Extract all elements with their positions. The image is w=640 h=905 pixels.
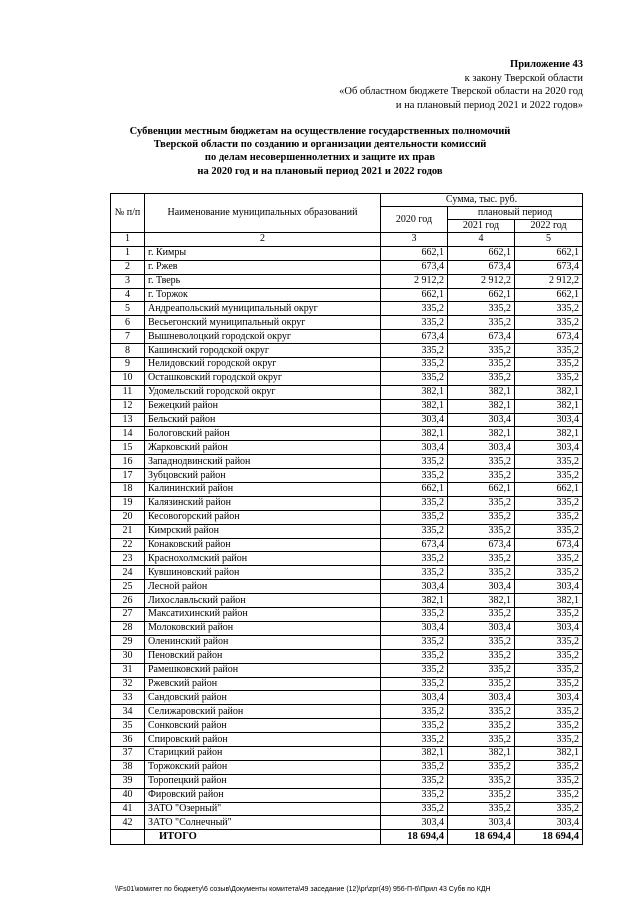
amount-2021: 335,2 <box>448 302 515 316</box>
amount-2021: 335,2 <box>448 733 515 747</box>
table-row <box>111 788 583 802</box>
amount-2020: 335,2 <box>381 371 448 385</box>
amount-2020: 673,4 <box>381 538 448 552</box>
municipality-name: Осташковский городской округ <box>145 371 381 385</box>
row-number: 35 <box>111 719 145 733</box>
table-row <box>111 649 583 663</box>
amount-2020: 382,1 <box>381 746 448 760</box>
amount-2022: 335,2 <box>515 524 583 538</box>
municipality-name: г. Кимры <box>145 246 381 260</box>
municipality-name: г. Торжок <box>145 288 381 302</box>
amount-2022: 335,2 <box>515 358 583 372</box>
row-number: 15 <box>111 441 145 455</box>
row-number: 8 <box>111 344 145 358</box>
total-2022: 18 694,4 <box>515 830 583 845</box>
document-title <box>100 125 540 178</box>
table-row <box>111 330 583 344</box>
municipality-name: Краснохолмский район <box>145 552 381 566</box>
table-row <box>111 677 583 691</box>
row-number: 27 <box>111 608 145 622</box>
table-row <box>111 288 583 302</box>
municipality-name: Андреапольский муниципальный округ <box>145 302 381 316</box>
table-row <box>111 774 583 788</box>
header-number: № п/п <box>111 194 145 233</box>
municipality-name: Кувшиновский район <box>145 566 381 580</box>
table-row <box>111 552 583 566</box>
amount-2022: 335,2 <box>515 802 583 816</box>
amount-2020: 335,2 <box>381 552 448 566</box>
municipality-name: Кимрский район <box>145 524 381 538</box>
municipality-name: Лихославльский район <box>145 594 381 608</box>
row-number: 16 <box>111 455 145 469</box>
amount-2022: 335,2 <box>515 677 583 691</box>
row-number: 1 <box>111 246 145 260</box>
amount-2021: 335,2 <box>448 608 515 622</box>
total-2020: 18 694,4 <box>381 830 448 845</box>
municipality-name: Зубцовский район <box>145 469 381 483</box>
table-row <box>111 399 583 413</box>
amount-2022: 335,2 <box>515 566 583 580</box>
index-cell: 3 <box>381 233 448 247</box>
table-body <box>111 194 583 845</box>
amount-2021: 335,2 <box>448 358 515 372</box>
row-number: 21 <box>111 524 145 538</box>
municipality-name: Калининский район <box>145 483 381 497</box>
municipality-name: Бельский район <box>145 413 381 427</box>
appendix-line: «Об областном бюджете Тверской области на 2020 год <box>339 86 583 97</box>
amount-2021: 382,1 <box>448 746 515 760</box>
row-number: 30 <box>111 649 145 663</box>
amount-2022: 662,1 <box>515 288 583 302</box>
amount-2022: 2 912,2 <box>515 274 583 288</box>
amount-2021: 662,1 <box>448 483 515 497</box>
municipality-name: ЗАТО "Озерный" <box>145 802 381 816</box>
row-number: 32 <box>111 677 145 691</box>
amount-2022: 662,1 <box>515 246 583 260</box>
municipality-name: Оленинский район <box>145 635 381 649</box>
amount-2020: 335,2 <box>381 649 448 663</box>
amount-2021: 382,1 <box>448 594 515 608</box>
amount-2021: 335,2 <box>448 677 515 691</box>
header-2020: 2020 год <box>381 207 448 233</box>
header-name: Наименование муниципальных образований <box>145 194 381 233</box>
amount-2021: 303,4 <box>448 621 515 635</box>
amount-2020: 303,4 <box>381 691 448 705</box>
row-number: 12 <box>111 399 145 413</box>
municipality-name: Селижаровский район <box>145 705 381 719</box>
table-row <box>111 427 583 441</box>
amount-2021: 382,1 <box>448 427 515 441</box>
amount-2020: 335,2 <box>381 705 448 719</box>
municipality-name: Весьегонский муниципальный округ <box>145 316 381 330</box>
municipality-name: Кесовогорский район <box>145 510 381 524</box>
amount-2020: 662,1 <box>381 246 448 260</box>
amount-2022: 335,2 <box>515 635 583 649</box>
amount-2021: 335,2 <box>448 635 515 649</box>
table-row <box>111 746 583 760</box>
amount-2020: 335,2 <box>381 566 448 580</box>
amount-2020: 335,2 <box>381 663 448 677</box>
amount-2021: 335,2 <box>448 788 515 802</box>
amount-2022: 335,2 <box>515 469 583 483</box>
row-number: 2 <box>111 260 145 274</box>
row-number: 4 <box>111 288 145 302</box>
municipality-name: Спировский район <box>145 733 381 747</box>
row-number: 34 <box>111 705 145 719</box>
row-number: 11 <box>111 385 145 399</box>
table-row <box>111 524 583 538</box>
amount-2022: 335,2 <box>515 733 583 747</box>
header-2021: 2021 год <box>448 220 515 233</box>
amount-2021: 303,4 <box>448 441 515 455</box>
municipality-name: Западнодвинский район <box>145 455 381 469</box>
municipality-name: г. Тверь <box>145 274 381 288</box>
amount-2022: 303,4 <box>515 816 583 830</box>
amount-2021: 673,4 <box>448 330 515 344</box>
table-row <box>111 302 583 316</box>
amount-2020: 335,2 <box>381 802 448 816</box>
amount-2021: 335,2 <box>448 524 515 538</box>
amount-2020: 303,4 <box>381 441 448 455</box>
amount-2020: 335,2 <box>381 510 448 524</box>
row-number: 41 <box>111 802 145 816</box>
amount-2021: 335,2 <box>448 455 515 469</box>
amount-2020: 382,1 <box>381 594 448 608</box>
amount-2021: 673,4 <box>448 538 515 552</box>
amount-2020: 382,1 <box>381 399 448 413</box>
amount-2022: 303,4 <box>515 413 583 427</box>
table-row <box>111 441 583 455</box>
municipality-name: ЗАТО "Солнечный" <box>145 816 381 830</box>
amount-2020: 335,2 <box>381 316 448 330</box>
row-number: 31 <box>111 663 145 677</box>
row-number: 39 <box>111 774 145 788</box>
row-number: 17 <box>111 469 145 483</box>
row-number: 42 <box>111 816 145 830</box>
table-row <box>111 635 583 649</box>
appendix-title: Приложение 43 <box>510 59 583 70</box>
municipality-name: Бежецкий район <box>145 399 381 413</box>
amount-2022: 303,4 <box>515 691 583 705</box>
row-number: 6 <box>111 316 145 330</box>
amount-2020: 335,2 <box>381 302 448 316</box>
total-row <box>111 830 583 845</box>
table-row <box>111 260 583 274</box>
row-number: 10 <box>111 371 145 385</box>
amount-2020: 2 912,2 <box>381 274 448 288</box>
row-number: 36 <box>111 733 145 747</box>
municipality-name: Конаковский район <box>145 538 381 552</box>
header-sum: Сумма, тыс. руб. <box>381 194 583 207</box>
amount-2021: 335,2 <box>448 663 515 677</box>
amount-2020: 335,2 <box>381 788 448 802</box>
amount-2022: 335,2 <box>515 760 583 774</box>
amount-2021: 335,2 <box>448 802 515 816</box>
table-row <box>111 483 583 497</box>
amount-2022: 382,1 <box>515 385 583 399</box>
amount-2022: 673,4 <box>515 330 583 344</box>
row-number: 5 <box>111 302 145 316</box>
amount-2020: 335,2 <box>381 608 448 622</box>
amount-2022: 335,2 <box>515 705 583 719</box>
row-number: 20 <box>111 510 145 524</box>
amount-2021: 335,2 <box>448 760 515 774</box>
amount-2021: 335,2 <box>448 649 515 663</box>
amount-2020: 662,1 <box>381 483 448 497</box>
amount-2022: 382,1 <box>515 399 583 413</box>
amount-2022: 382,1 <box>515 594 583 608</box>
row-number: 28 <box>111 621 145 635</box>
row-number: 13 <box>111 413 145 427</box>
total-label: ИТОГО <box>145 830 381 845</box>
table-row <box>111 371 583 385</box>
row-number: 25 <box>111 580 145 594</box>
table-row <box>111 469 583 483</box>
municipality-name: Рамешковский район <box>145 663 381 677</box>
amount-2022: 335,2 <box>515 496 583 510</box>
municipality-name: Жарковский район <box>145 441 381 455</box>
amount-2022: 335,2 <box>515 316 583 330</box>
row-number: 26 <box>111 594 145 608</box>
title-line: Тверской области по созданию и организации деятельности комиссий <box>153 139 487 151</box>
amount-2020: 335,2 <box>381 774 448 788</box>
amount-2021: 662,1 <box>448 246 515 260</box>
amount-2020: 303,4 <box>381 580 448 594</box>
municipality-name: Сандовский район <box>145 691 381 705</box>
table-row <box>111 413 583 427</box>
title-line: на 2020 год и на плановый период 2021 и 2022 годов <box>197 165 443 177</box>
amount-2021: 335,2 <box>448 510 515 524</box>
total-empty-cell <box>111 830 145 845</box>
municipality-name: Ржевский район <box>145 677 381 691</box>
index-row <box>111 233 583 247</box>
amount-2020: 335,2 <box>381 344 448 358</box>
table-row <box>111 566 583 580</box>
amount-2020: 303,4 <box>381 621 448 635</box>
amount-2020: 382,1 <box>381 427 448 441</box>
amount-2021: 335,2 <box>448 566 515 580</box>
table-row <box>111 705 583 719</box>
appendix-line: и на плановый период 2021 и 2022 годов» <box>395 99 583 111</box>
municipality-name: Торжокский район <box>145 760 381 774</box>
file-path-footer: \\Fs01\комитет по бюджету\6 созыв\Документы комитета\49 заседание (12)\pr\zpr(49) 956-П-6\Прил 43 Субв по КДН <box>115 886 491 893</box>
amount-2022: 335,2 <box>515 774 583 788</box>
amount-2022: 303,4 <box>515 621 583 635</box>
table-row <box>111 316 583 330</box>
amount-2021: 335,2 <box>448 774 515 788</box>
amount-2021: 382,1 <box>448 399 515 413</box>
table-row <box>111 733 583 747</box>
amount-2022: 335,2 <box>515 788 583 802</box>
municipality-name: Молоковский район <box>145 621 381 635</box>
amount-2021: 662,1 <box>448 288 515 302</box>
table-row <box>111 510 583 524</box>
amount-2021: 303,4 <box>448 816 515 830</box>
table-row <box>111 358 583 372</box>
row-number: 9 <box>111 358 145 372</box>
amount-2022: 335,2 <box>515 371 583 385</box>
total-2021: 18 694,4 <box>448 830 515 845</box>
amount-2022: 382,1 <box>515 746 583 760</box>
subventions-table <box>110 193 583 845</box>
amount-2020: 335,2 <box>381 719 448 733</box>
table-row <box>111 246 583 260</box>
row-number: 18 <box>111 483 145 497</box>
amount-2022: 335,2 <box>515 663 583 677</box>
index-cell: 1 <box>111 233 145 247</box>
amount-2022: 335,2 <box>515 510 583 524</box>
amount-2021: 382,1 <box>448 385 515 399</box>
amount-2022: 303,4 <box>515 441 583 455</box>
amount-2022: 335,2 <box>515 552 583 566</box>
amount-2022: 335,2 <box>515 302 583 316</box>
amount-2022: 662,1 <box>515 483 583 497</box>
table-row <box>111 385 583 399</box>
index-cell: 4 <box>448 233 515 247</box>
table-row <box>111 719 583 733</box>
amount-2021: 673,4 <box>448 260 515 274</box>
municipality-name: Бологовский район <box>145 427 381 441</box>
amount-2020: 662,1 <box>381 288 448 302</box>
amount-2021: 303,4 <box>448 691 515 705</box>
amount-2021: 335,2 <box>448 719 515 733</box>
amount-2022: 335,2 <box>515 719 583 733</box>
amount-2020: 335,2 <box>381 635 448 649</box>
municipality-name: Кашинский городской округ <box>145 344 381 358</box>
amount-2020: 335,2 <box>381 760 448 774</box>
amount-2021: 303,4 <box>448 413 515 427</box>
table-row <box>111 760 583 774</box>
title-line: Субвенции местным бюджетам на осуществление государственных полномочий <box>129 126 511 137</box>
amount-2021: 335,2 <box>448 469 515 483</box>
header-row <box>111 194 583 207</box>
amount-2020: 335,2 <box>381 358 448 372</box>
amount-2020: 303,4 <box>381 413 448 427</box>
amount-2020: 303,4 <box>381 816 448 830</box>
municipality-name: Нелидовский городской округ <box>145 358 381 372</box>
amount-2020: 335,2 <box>381 469 448 483</box>
amount-2021: 335,2 <box>448 552 515 566</box>
amount-2022: 335,2 <box>515 608 583 622</box>
amount-2020: 335,2 <box>381 524 448 538</box>
amount-2022: 303,4 <box>515 580 583 594</box>
table-row <box>111 538 583 552</box>
amount-2020: 673,4 <box>381 330 448 344</box>
row-number: 14 <box>111 427 145 441</box>
table-row <box>111 691 583 705</box>
municipality-name: Лесной район <box>145 580 381 594</box>
amount-2020: 335,2 <box>381 733 448 747</box>
amount-2020: 673,4 <box>381 260 448 274</box>
table-row <box>111 580 583 594</box>
row-number: 7 <box>111 330 145 344</box>
table-row <box>111 621 583 635</box>
header-plan: плановый период <box>448 207 583 220</box>
row-number: 19 <box>111 496 145 510</box>
table-row <box>111 455 583 469</box>
row-number: 24 <box>111 566 145 580</box>
amount-2020: 382,1 <box>381 385 448 399</box>
amount-2021: 335,2 <box>448 371 515 385</box>
row-number: 22 <box>111 538 145 552</box>
municipality-name: Старицкий район <box>145 746 381 760</box>
amount-2022: 673,4 <box>515 538 583 552</box>
index-cell: 5 <box>515 233 583 247</box>
municipality-name: Сонковский район <box>145 719 381 733</box>
municipality-name: Пеновский район <box>145 649 381 663</box>
table-row <box>111 594 583 608</box>
amount-2021: 2 912,2 <box>448 274 515 288</box>
municipality-name: Фировский район <box>145 788 381 802</box>
table-row <box>111 608 583 622</box>
amount-2021: 335,2 <box>448 705 515 719</box>
row-number: 38 <box>111 760 145 774</box>
appendix-block <box>339 58 583 112</box>
amount-2020: 335,2 <box>381 455 448 469</box>
row-number: 29 <box>111 635 145 649</box>
table-row <box>111 816 583 830</box>
row-number: 37 <box>111 746 145 760</box>
table-row <box>111 802 583 816</box>
municipality-name: Торопецкий район <box>145 774 381 788</box>
row-number: 40 <box>111 788 145 802</box>
amount-2021: 303,4 <box>448 580 515 594</box>
amount-2020: 335,2 <box>381 677 448 691</box>
table-row <box>111 344 583 358</box>
row-number: 23 <box>111 552 145 566</box>
row-number: 33 <box>111 691 145 705</box>
amount-2020: 335,2 <box>381 496 448 510</box>
header-2022: 2022 год <box>515 220 583 233</box>
municipality-name: Калязинский район <box>145 496 381 510</box>
amount-2021: 335,2 <box>448 316 515 330</box>
table-row <box>111 663 583 677</box>
amount-2022: 673,4 <box>515 260 583 274</box>
table-row <box>111 274 583 288</box>
table-row <box>111 496 583 510</box>
amount-2022: 335,2 <box>515 344 583 358</box>
amount-2022: 382,1 <box>515 427 583 441</box>
amount-2022: 335,2 <box>515 455 583 469</box>
municipality-name: Удомельский городской округ <box>145 385 381 399</box>
municipality-name: Максатихинский район <box>145 608 381 622</box>
title-line: по делам несовершеннолетних и защите их прав <box>204 152 436 164</box>
index-cell: 2 <box>145 233 381 247</box>
row-number: 3 <box>111 274 145 288</box>
amount-2021: 335,2 <box>448 344 515 358</box>
municipality-name: г. Ржев <box>145 260 381 274</box>
amount-2021: 335,2 <box>448 496 515 510</box>
appendix-line: к закону Тверской области <box>464 72 583 84</box>
amount-2022: 335,2 <box>515 649 583 663</box>
municipality-name: Вышневолоцкий городской округ <box>145 330 381 344</box>
